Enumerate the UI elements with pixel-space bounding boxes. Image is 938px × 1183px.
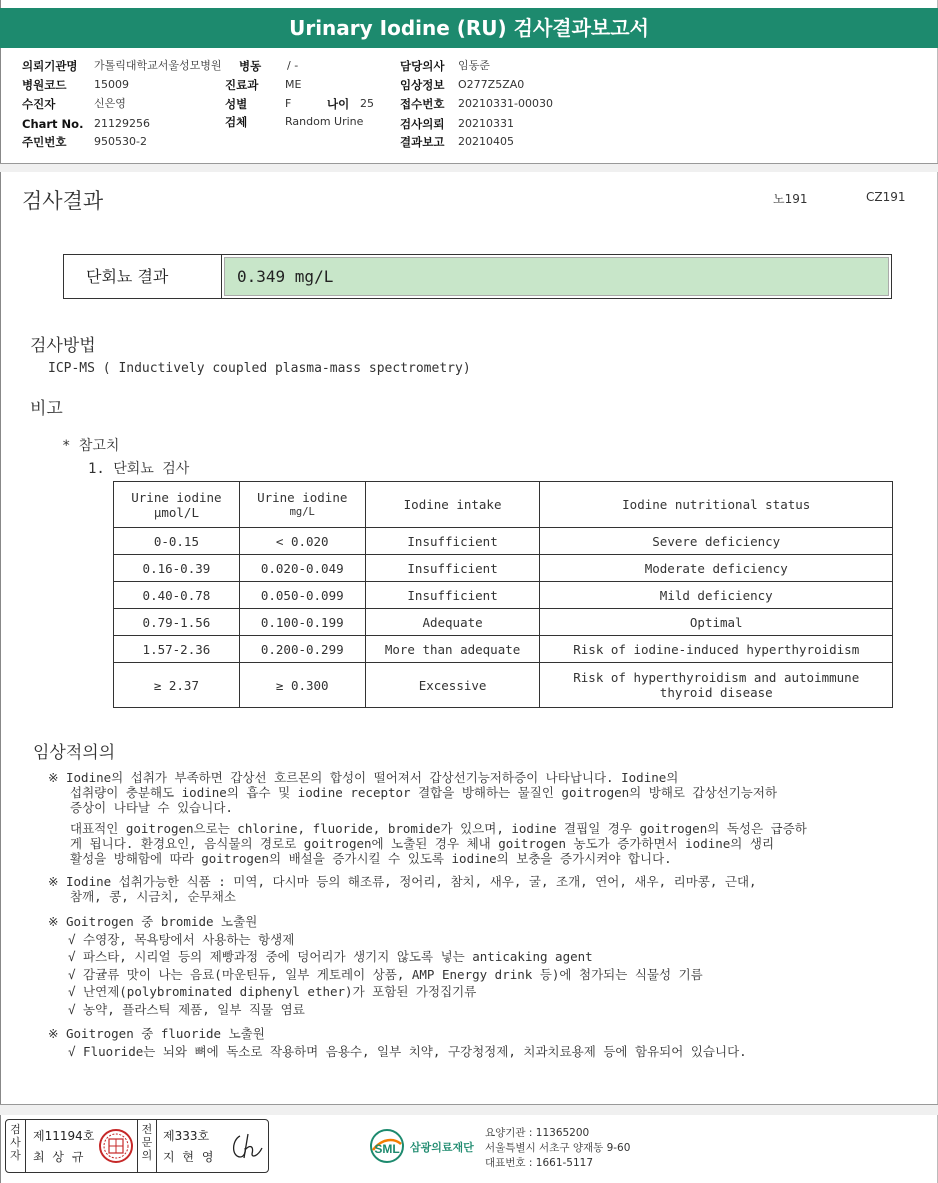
bromide-item: √ 감귤류 맛이 나는 음료(마운틴듀, 일부 게토레이 상품, AMP Energy drink 등)에 첨가되는 식물성 기름 [68, 966, 703, 982]
header-umol [114, 482, 240, 528]
bromide-heading: ※ Goitrogen 중 bromide 노출원 [48, 914, 258, 929]
table-row [114, 609, 893, 636]
info-value-request-date: 20210331 [458, 117, 514, 130]
clinical-line: ※ Iodine의 섭취가 부족하면 갑상선 호르몬의 합성이 떨어져서 갑상선기능저하증이 나타납니다. Iodine의 [48, 770, 679, 785]
clinical-line: ※ Iodine 섭취가능한 식품 : 미역, 다시마 등의 해조류, 정어리, 참치, 새우, 굴, 조개, 연어, 새우, 리마콩, 근대, [48, 874, 757, 889]
reviewer-license: 제333호 [163, 1129, 210, 1143]
reference-sublabel: 1. 단회뇨 검사 [88, 461, 190, 477]
table-row [114, 528, 893, 555]
fluoride-sources [48, 1025, 747, 1060]
remarks-heading: 비고 [30, 399, 63, 419]
cell-status: Moderate deficiency [540, 555, 893, 582]
info-label-hospital-code: 병원코드 [22, 78, 67, 92]
header-intake: Iodine intake [365, 482, 540, 528]
cell-intake: Insufficient [365, 582, 540, 609]
info-value-clinical-info: O277Z5ZA0 [458, 78, 525, 91]
cell-mg: 0.200-0.299 [239, 636, 365, 663]
fluoride-heading: ※ Goitrogen 중 fluoride 노출원 [48, 1026, 265, 1041]
info-label-age: 나이 [327, 97, 350, 111]
header-mg [239, 482, 365, 528]
bromide-item: √ 농약, 플라스틱 제품, 일부 직물 염료 [68, 1001, 305, 1017]
result-box [63, 254, 892, 299]
info-label-report-date: 결과보고 [400, 135, 445, 149]
foundation-name: 삼광의료재단 [410, 1141, 474, 1154]
reviewer-name: 지 현 영 [163, 1150, 216, 1164]
results-heading: 검사결과 [22, 189, 104, 213]
lab-phone: 대표번호 : 1661-5117 [485, 1157, 594, 1169]
cell-intake: Adequate [365, 609, 540, 636]
info-value-specimen: Random Urine [285, 115, 364, 128]
fluoride-item: √ Fluoride는 뇌와 뼈에 독소로 작용하며 음용수, 일부 치약, 구강청정제, 치과치료용제 등에 함유되어 있습니다. [68, 1043, 747, 1059]
info-value-age: 25 [360, 97, 374, 110]
cell-intake: Insufficient [365, 528, 540, 555]
cell-status: Risk of iodine-induced hyperthyroidism [540, 636, 893, 663]
code-right: CZ191 [866, 190, 906, 204]
bromide-item: √ 파스타, 시리얼 등의 제빵과정 중에 덩어리가 생기지 않도록 넣는 anticaking agent [68, 949, 593, 964]
cell-intake: Insufficient [365, 555, 540, 582]
info-value-resident-no: 950530-2 [94, 135, 147, 148]
info-value-department: ME [285, 78, 302, 91]
cell-status: Optimal [540, 609, 893, 636]
bromide-item: √ 수영장, 목욕탕에서 사용하는 항생제 [68, 931, 295, 947]
header-mg-line2: mg/L [289, 505, 315, 518]
cell-mg: 0.100-0.199 [239, 609, 365, 636]
info-label-institution: 의뢰기관명 [22, 59, 78, 73]
code-left: 노191 [773, 192, 808, 206]
reference-table [113, 481, 893, 708]
cell-mg: 0.050-0.099 [239, 582, 365, 609]
cell-mg: < 0.020 [239, 528, 365, 555]
result-value: 0.349 mg/L [224, 257, 889, 296]
footer-band [0, 1105, 938, 1115]
info-value-sex: F [285, 97, 292, 110]
cell-intake: More than adequate [365, 636, 540, 663]
clinical-paragraph-2 [48, 821, 807, 866]
page-border-left [0, 0, 1, 1183]
clinical-line: 대표적인 goitrogen으로는 chlorine, fluoride, bromide가 있으며, iodine 결핍일 경우 goitrogen의 독성은 급증하 [70, 821, 807, 836]
table-header-row [114, 482, 893, 528]
inspector-license: 제11194호 [33, 1129, 95, 1143]
table-row [114, 582, 893, 609]
table-row [114, 636, 893, 663]
cell-umol: 0.16-0.39 [114, 555, 240, 582]
info-label-specimen: 검체 [225, 115, 248, 129]
result-label: 단회뇨 결과 [64, 255, 222, 298]
header-band [0, 164, 938, 172]
table-row [114, 555, 893, 582]
report-title: Urinary Iodine (RU) 검사결과보고서 [0, 8, 938, 48]
info-value-report-date: 20210405 [458, 135, 514, 148]
lab-info [485, 1126, 630, 1171]
info-label-request-date: 검사의뢰 [400, 117, 445, 131]
cell-umol: 1.57-2.36 [114, 636, 240, 663]
cell-status-line2: thyroid disease [659, 685, 773, 700]
info-label-department: 진료과 [225, 78, 259, 92]
lab-address: 서울특별시 서초구 양재동 9-60 [485, 1142, 631, 1154]
cell-mg: 0.020-0.049 [239, 555, 365, 582]
info-label-accession-no: 접수번호 [400, 97, 445, 111]
lab-code: 요양기관 : 11365200 [485, 1127, 590, 1139]
clinical-paragraph-3 [48, 874, 757, 904]
clinical-line: 증상이 나타날 수 있습니다. [70, 800, 233, 815]
bromide-sources [48, 913, 703, 1018]
info-label-ward: 병동 [239, 59, 262, 73]
cell-status: Mild deficiency [540, 582, 893, 609]
cell-status [540, 663, 893, 708]
clinical-line: 활성을 방해함에 따라 goitrogen의 배설을 증가시킬 수 있도록 iodine의 보충을 증가시켜야 합니다. [70, 851, 672, 866]
header-status: Iodine nutritional status [540, 482, 893, 528]
cell-mg: ≥ 0.300 [239, 663, 365, 708]
cell-status: Severe deficiency [540, 528, 893, 555]
info-value-institution: 가톨릭대학교서울성모병원 [94, 59, 222, 72]
header-mg-line1: Urine iodine [257, 489, 348, 505]
clinical-line: 게 됩니다. 환경요인, 음식물의 경로로 goitrogen에 노출된 경우 체내 goitrogen 농도가 증가하면서 iodine의 생리 [70, 836, 775, 851]
info-value-chart-no: 21129256 [94, 117, 150, 130]
patient-info [22, 57, 922, 157]
clinical-heading: 임상적의의 [33, 743, 116, 763]
cell-umol: ≥ 2.37 [114, 663, 240, 708]
info-value-hospital-code: 15009 [94, 78, 129, 91]
red-seal-icon [98, 1128, 134, 1164]
bromide-item: √ 난연제(polybrominated diphenyl ether)가 포함된 가정집기류 [68, 984, 477, 999]
info-label-resident-no: 주민번호 [22, 135, 67, 149]
cell-status-line1: Risk of hyperthyroidism and autoimmune [573, 670, 860, 685]
info-label-clinical-info: 임상정보 [400, 78, 445, 92]
inspector-name: 최 상 규 [33, 1150, 86, 1164]
cell-umol: 0.40-0.78 [114, 582, 240, 609]
reference-label: * 참고치 [62, 438, 120, 454]
info-value-patient: 신은영 [94, 97, 126, 110]
clinical-paragraph-1 [48, 770, 777, 815]
info-value-doctor: 임동준 [458, 59, 490, 72]
header-umol-line1: Urine iodine [131, 489, 222, 505]
reviewer-label: 전문의 [137, 1120, 157, 1172]
cell-umol: 0.79-1.56 [114, 609, 240, 636]
info-label-doctor: 담당의사 [400, 59, 445, 73]
info-label-chart-no: Chart No. [22, 117, 84, 131]
clinical-line: 참깨, 콩, 시금치, 순무채소 [70, 889, 236, 904]
header-umol-line2: μmol/L [153, 504, 199, 520]
method-text: ICP-MS ( Inductively coupled plasma-mass spectrometry) [48, 361, 471, 376]
method-heading: 검사방법 [30, 336, 96, 356]
info-value-accession-no: 20210331-00030 [458, 97, 553, 110]
inspector-label: 검사자 [6, 1120, 26, 1172]
info-label-patient: 수진자 [22, 97, 56, 111]
info-value-ward: / - [287, 59, 299, 72]
clinical-line: 섭취량이 충분해도 iodine의 흡수 및 iodine receptor 결합을 방해하는 물질인 goitrogen의 방해로 갑상선기능저하 [70, 785, 778, 800]
signature-icon [228, 1130, 266, 1162]
table-row [114, 663, 893, 708]
cell-intake: Excessive [365, 663, 540, 708]
sml-logo-icon [368, 1128, 406, 1164]
info-label-sex: 성별 [225, 97, 248, 111]
signature-box [5, 1119, 269, 1173]
sml-logo-text: SML [374, 1142, 400, 1156]
cell-umol: 0-0.15 [114, 528, 240, 555]
